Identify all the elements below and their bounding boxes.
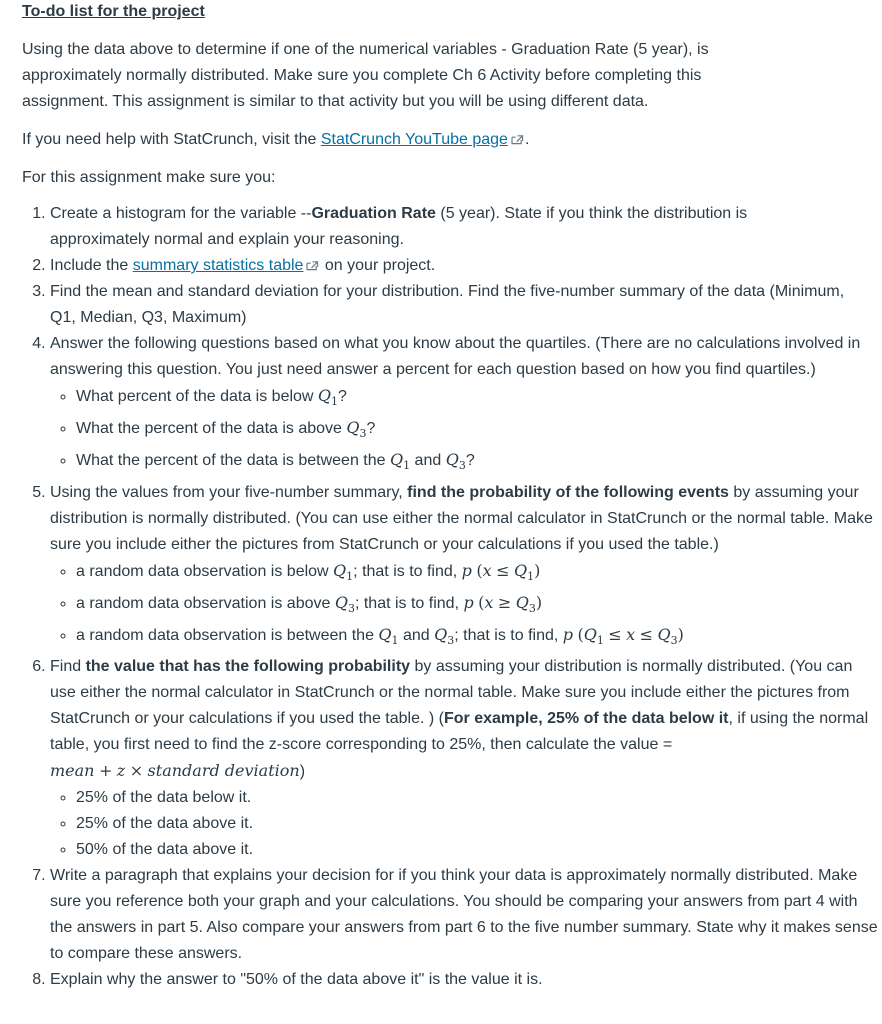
event-text-rest: ; that is to find,	[354, 594, 464, 612]
math-q3: Q	[346, 418, 360, 438]
math-q3: Q	[334, 592, 348, 612]
step-8	[50, 967, 882, 993]
step-1-text-rest: (5 year). State if you think the distribution is approximately normal and explain your reasoning.	[50, 205, 748, 248]
math-value-formula: mean + z × standard deviation	[50, 761, 300, 781]
event-and: and	[398, 626, 435, 644]
list-item: ◦ What the percent of the data is above $Q_3$?	[76, 415, 882, 447]
math-probability-below: p $(x \le Q_1)$	[461, 560, 541, 583]
list-item: ◦ 50% of the data above it.	[76, 837, 882, 863]
step-5-text-rest: by assuming your distribution is normally distributed. (You can use either the normal calculator in StatCrunch or the normal table. Make sure you include either the pictures from StatCrunch or your calculations if you used the table.)	[50, 483, 873, 553]
math-q1: Q	[378, 624, 392, 644]
step-3-text: Find the mean and standard deviation for your distribution. Find the five-number summary of the data (Minimum, Q1, Median, Q3, Maximum)	[50, 283, 845, 326]
step-1	[50, 201, 830, 253]
step-3	[50, 279, 850, 331]
assignment-content	[22, 0, 882, 993]
step-7	[50, 863, 882, 967]
list-item: ◦ What percent of the data is below $Q_1$?	[76, 383, 882, 415]
instructions-intro: For this assignment make sure you:	[22, 169, 276, 186]
step-6-options	[50, 785, 882, 863]
question-end: ?	[465, 452, 475, 470]
step-5-events	[50, 558, 882, 655]
step-2-text-rest: on your project.	[320, 257, 436, 274]
step-6-bold: the value that has the following probability	[85, 658, 411, 676]
event-text: a random data observation is above	[76, 594, 335, 612]
list-item: ◦ a random data observation is below $Q_1$; that is to find, p $(x \le Q_1)$	[76, 558, 882, 590]
question-text: What percent of the data is below	[76, 388, 318, 405]
step-6-text-end: )	[299, 763, 306, 781]
event-text: a random data observation is between the	[76, 626, 379, 644]
math-probability-above: p $(x \ge Q_3)$	[463, 592, 543, 615]
step-6-text-more: , if using the normal table, you first need to find the z-score corresponding to 25%, then calculate the value =	[50, 710, 869, 754]
math-q1: Q	[317, 386, 332, 405]
question-and: and	[410, 452, 446, 470]
step-5-bold: find the probability of the following events	[407, 483, 729, 501]
step-4-text: Answer the following questions based on what you know about the quartiles. (There are no calculations involved in answering this question. You just need answer a percent for each question based on how you find quartiles.)	[50, 335, 861, 378]
intro-paragraph: Using the data above to determine if one of the numerical variables - Graduation Rate (5 year), is approximately normally distributed. Make sure you complete Ch 6 Activity before completing this assignment. This assignment is similar to that activity but you will be using different data.	[22, 41, 709, 110]
step-6-example: For example, 25% of the data below it	[443, 710, 729, 728]
step-1-text: Create a histogram for the variable --	[50, 205, 312, 222]
step-8-text: Explain why the answer to "50% of the data above it" is the value it is.	[50, 971, 543, 989]
step-4-questions	[50, 383, 882, 480]
steps-list	[22, 201, 882, 993]
list-item: ◦ a random data observation is between the $Q_1$ and $Q_3$; that is to find, p $(Q_1 \le x \le Q_3)$	[76, 622, 882, 654]
step-5	[50, 480, 882, 655]
math-q3: Q	[445, 450, 459, 470]
list-item: ◦ 25% of the data above it.	[76, 811, 882, 837]
step-6-text-rest: by assuming your distribution is normally distributed. (You can use either the normal calculator in StatCrunch or the normal table. Make sure you include either the pictures from StatCrunch or your calculations if you used the table. ) (	[50, 658, 853, 728]
question-end: ?	[366, 420, 376, 438]
external-link-icon	[305, 260, 320, 271]
question-text: What the percent of the data is between the	[76, 452, 390, 470]
external-link-icon	[510, 134, 525, 145]
step-6-text: Find	[50, 658, 86, 676]
question-end: ?	[338, 388, 347, 405]
step-4	[50, 331, 882, 480]
event-text: a random data observation is below	[76, 562, 334, 580]
list-item: ◦ a random data observation is above $Q_3$; that is to find, p $(x \ge Q_3)$	[76, 590, 882, 622]
statcrunch-youtube-link[interactable]: StatCrunch YouTube page	[320, 131, 508, 148]
summary-statistics-link[interactable]: summary statistics table	[132, 257, 304, 274]
help-text: If you need help with StatCrunch, visit the	[22, 131, 321, 148]
step-6	[50, 654, 882, 863]
step-5-text: Using the values from your five-number summary,	[50, 483, 408, 501]
help-paragraph	[22, 127, 882, 153]
event-text-rest: ; that is to find,	[454, 626, 563, 644]
list-item: ◦ 25% of the data below it.	[76, 785, 882, 811]
step-2	[50, 253, 882, 279]
math-q1: Q	[389, 450, 404, 470]
math-probability-between: p $(Q_1 \le x \le Q_3)$	[562, 624, 684, 648]
step-1-variable: Graduation Rate	[311, 205, 436, 222]
event-text-rest: ; that is to find,	[353, 562, 462, 580]
math-q3: Q	[434, 624, 448, 644]
page-title: To-do list for the project	[22, 3, 205, 20]
help-period: .	[524, 131, 530, 148]
question-text: What the percent of the data is above	[76, 420, 347, 438]
step-2-text: Include the	[50, 257, 133, 274]
step-7-text: Write a paragraph that explains your decision for if you think your data is approximately normally distributed. Make sure you reference both your graph and your calculations. You should be comparing your answers from part 4 with the answers in part 5. Also compare your answers from part 6 to the five number summary. State why it makes sense to compare these answers.	[50, 867, 878, 963]
list-item: ◦ What the percent of the data is between the $Q_1$ and $Q_3$?	[76, 447, 882, 479]
math-q1: Q	[333, 560, 347, 580]
